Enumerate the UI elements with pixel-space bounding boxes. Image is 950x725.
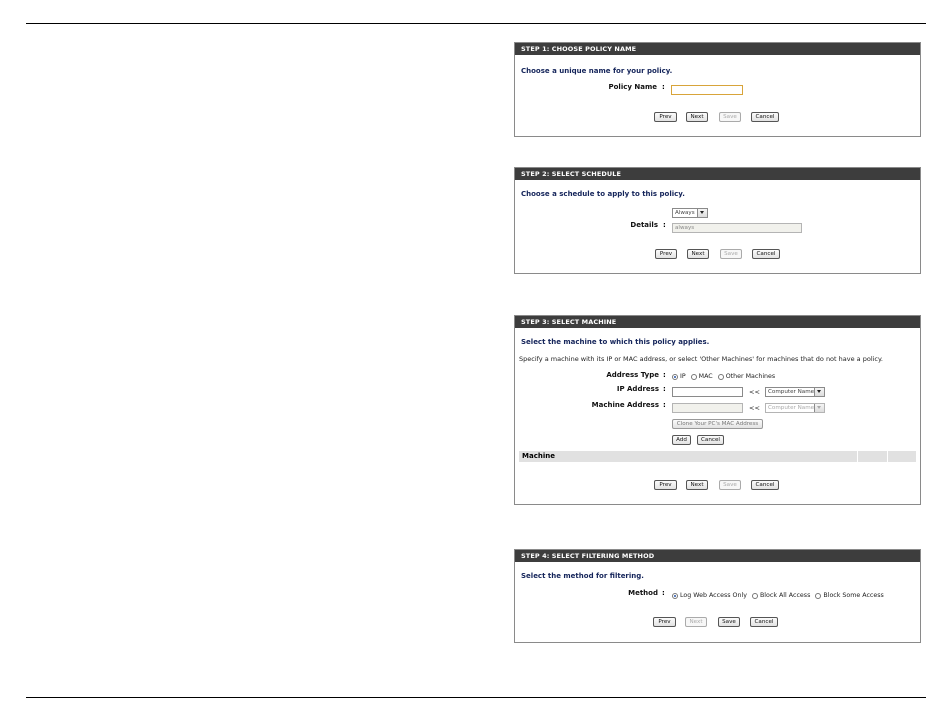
step1-panel	[514, 42, 921, 137]
radio-ip[interactable]	[672, 374, 678, 380]
radio-ip-label: IP	[680, 373, 686, 380]
radio-log-web-access[interactable]	[672, 593, 678, 599]
policy-name-colon: :	[662, 83, 665, 91]
radio-block-some-access-label: Block Some Access	[823, 592, 884, 599]
policy-name-input[interactable]	[671, 85, 743, 95]
step2-header: STEP 2: SELECT SCHEDULE	[515, 168, 920, 180]
step4-header: STEP 4: SELECT FILTERING METHOD	[515, 550, 920, 562]
table-column-divider	[857, 451, 858, 462]
prev-button[interactable]: Prev	[655, 249, 677, 259]
next-button[interactable]: Next	[687, 249, 709, 259]
details-input[interactable]: always	[672, 223, 802, 233]
radio-mac[interactable]	[691, 374, 697, 380]
ip-copy-arrows: <<	[749, 388, 760, 396]
address-type-colon: :	[663, 371, 666, 379]
details-colon: :	[663, 221, 666, 229]
radio-other-machines-label: Other Machines	[725, 373, 776, 380]
machine-address-label: Machine Address	[591, 401, 659, 409]
schedule-selected-value: Always	[675, 210, 695, 216]
save-button[interactable]: Save	[719, 480, 741, 490]
cancel-button[interactable]: Cancel	[750, 617, 778, 627]
prev-button[interactable]: Prev	[653, 617, 676, 627]
table-column-divider	[887, 451, 888, 462]
ip-computer-name-value: Computer Name	[768, 389, 815, 395]
policy-name-label: Policy Name	[608, 83, 657, 91]
method-colon: :	[662, 589, 665, 597]
next-button[interactable]: Next	[686, 480, 708, 490]
address-type-label: Address Type	[606, 371, 659, 379]
machine-column-header: Machine	[522, 452, 555, 460]
cancel-button[interactable]: Cancel	[752, 249, 780, 259]
machine-table-header	[519, 451, 916, 462]
radio-block-all-access[interactable]	[752, 593, 758, 599]
prev-button[interactable]: Prev	[654, 480, 677, 490]
step4-panel	[514, 549, 921, 643]
save-button[interactable]: Save	[719, 112, 741, 122]
ip-address-colon: :	[663, 385, 666, 393]
cancel-button[interactable]: Cancel	[751, 112, 779, 122]
step3-panel	[514, 315, 921, 505]
step2-description: Choose a schedule to apply to this policy.	[521, 190, 685, 198]
ip-address-input[interactable]	[672, 387, 743, 397]
next-button[interactable]: Next	[686, 112, 708, 122]
step2-panel	[514, 167, 921, 274]
bottom-rule	[26, 697, 926, 698]
schedule-select[interactable]	[672, 208, 708, 218]
prev-button[interactable]: Prev	[654, 112, 677, 122]
radio-block-all-access-label: Block All Access	[759, 592, 811, 599]
step4-description: Select the method for filtering.	[521, 572, 644, 580]
next-button[interactable]: Next	[685, 617, 707, 627]
radio-log-web-access-label: Log Web Access Only	[680, 592, 747, 599]
method-radios	[672, 592, 889, 599]
ip-computer-name-select[interactable]	[765, 387, 825, 397]
save-button[interactable]: Save	[720, 249, 742, 259]
step3-description: Select the machine to which this policy applies.	[521, 338, 710, 346]
machine-address-input[interactable]	[672, 403, 743, 413]
step3-instructions: Specify a machine with its IP or MAC address, or select 'Other Machines' for machines that do not have a policy.	[519, 355, 883, 363]
add-button[interactable]: Add	[672, 435, 691, 445]
radio-mac-label: MAC	[698, 373, 713, 380]
machine-copy-arrows: <<	[749, 404, 760, 412]
ip-address-label: IP Address	[616, 385, 659, 393]
cancel-small-button[interactable]: Cancel	[697, 435, 724, 445]
cancel-button[interactable]: Cancel	[751, 480, 779, 490]
step1-description: Choose a unique name for your policy.	[521, 67, 673, 75]
machine-address-colon: :	[663, 401, 666, 409]
details-label: Details	[630, 221, 658, 229]
step1-header: STEP 1: CHOOSE POLICY NAME	[515, 43, 920, 55]
chevron-down-icon	[697, 209, 707, 217]
top-rule	[26, 23, 926, 24]
address-type-radios	[672, 373, 780, 380]
save-button[interactable]: Save	[718, 617, 740, 627]
machine-computer-name-value: Computer Name	[768, 405, 815, 411]
radio-other-machines[interactable]	[718, 374, 724, 380]
radio-block-some-access[interactable]	[815, 593, 821, 599]
step3-header: STEP 3: SELECT MACHINE	[515, 316, 920, 328]
chevron-down-icon	[814, 404, 824, 412]
machine-computer-name-select[interactable]	[765, 403, 825, 413]
clone-mac-button[interactable]: Clone Your PC's MAC Address	[672, 419, 763, 429]
method-label: Method	[628, 589, 658, 597]
chevron-down-icon	[814, 388, 824, 396]
